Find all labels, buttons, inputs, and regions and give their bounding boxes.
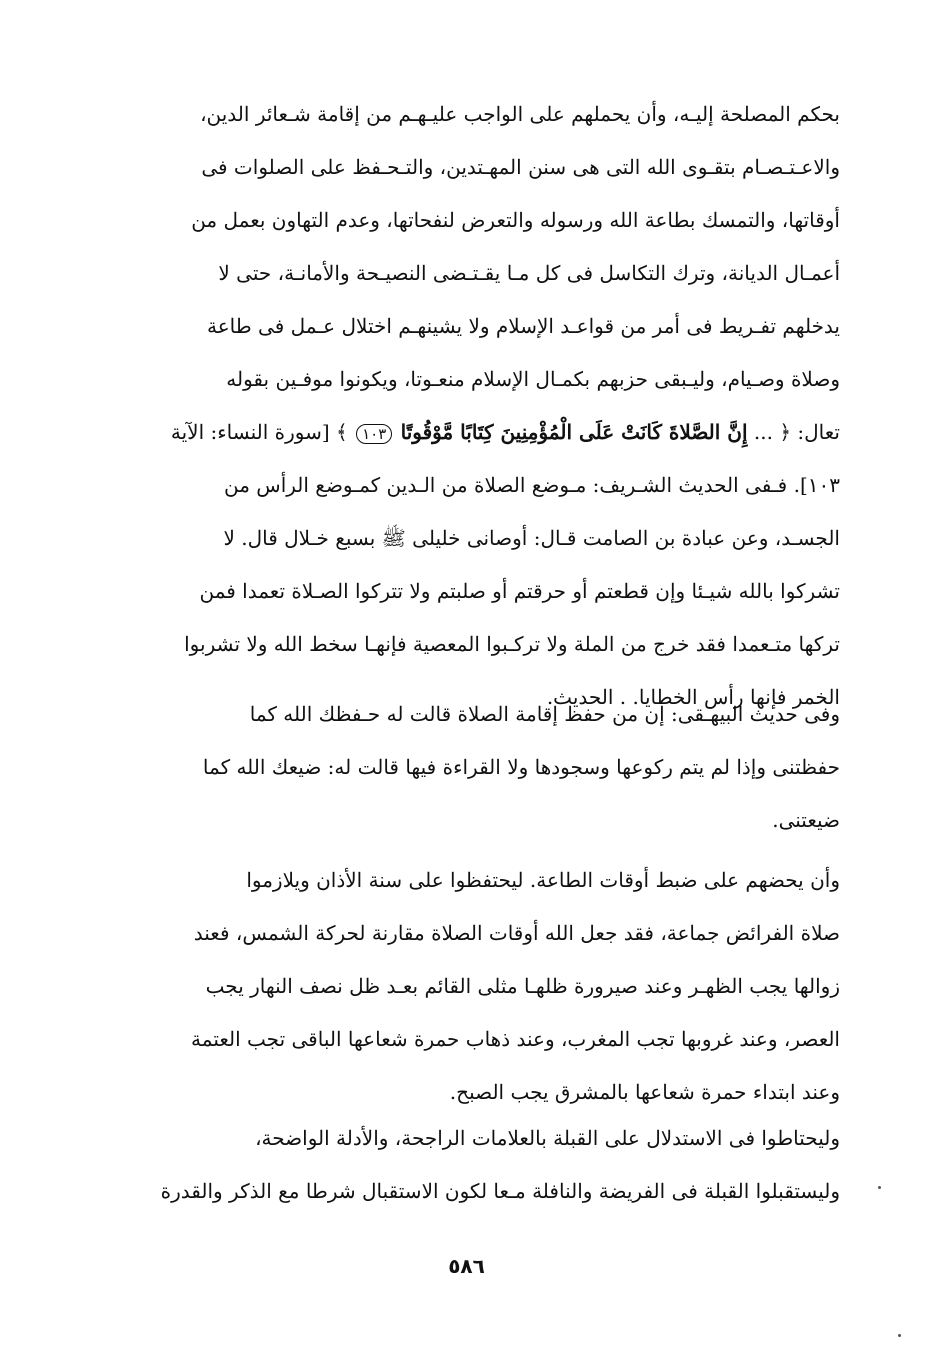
text-line: وأن يحضهم على ضبط أوقات الطاعة. ليحتفظوا على سنة الأذان ويلازموا bbox=[246, 868, 840, 892]
paragraph-4 bbox=[112, 1112, 840, 1218]
text-line: أعمـال الديانة، وترك التكاسل فى كل مـا يقـتـضى النصيـحة والأمانـة، حتى لا bbox=[218, 261, 840, 285]
text-line: الجسـد، وعن عبادة بن الصامت قـال: أوصانى خليلى ﷺ بسبع خـلال قال. لا bbox=[223, 526, 840, 550]
ayah-number-marker: ١٠٣ bbox=[356, 424, 392, 444]
text-line: ضيعتنى. bbox=[772, 808, 840, 832]
text-line: ١٠٣]. فـفى الحديث الشـريف: مـوضع الصلاة من الـدين كمـوضع الرأس من bbox=[223, 473, 840, 497]
paragraph-3 bbox=[112, 854, 840, 1119]
page-number: ٥٨٦ bbox=[448, 1254, 485, 1278]
text-line: وعند ابتداء حمرة شعاعها بالمشرق يجب الصبح. bbox=[449, 1080, 840, 1104]
scan-speck bbox=[898, 1334, 901, 1337]
text-line: وليستقبلوا القبلة فى الفريضة والنافلة مـعا لكون الاستقبال شرطا مع الذكر والقدرة bbox=[160, 1179, 840, 1203]
text-line: تركها متـعمدا فقد خرج من الملة ولا تركـبوا المعصية فإنهـا سخط الله ولا تشربوا bbox=[184, 632, 840, 656]
paragraph-1 bbox=[112, 88, 840, 724]
verse-prefix: تعال: ﴿ ... bbox=[747, 420, 840, 444]
text-line: وفى حديث البيهـقى: إن من حفظ إقامة الصلاة قالت له حـفظك الله كما bbox=[249, 702, 840, 726]
text-line: والاعـتـصـام بتقـوى الله التى هى سنن المهـتدين، والتـحـفظ على الصلوات فى bbox=[201, 155, 840, 179]
text-line: زوالها يجب الظهـر وعند صيرورة ظلهـا مثلى القائم بعـد ظل نصف النهار يجب bbox=[205, 974, 840, 998]
paragraph-2 bbox=[112, 688, 840, 847]
scan-speck bbox=[878, 1186, 881, 1189]
text-line: وصلاة وصـيام، وليـبقى حزبهم بكمـال الإسلام منعـوتا، ويكونوا موفـين بقوله bbox=[226, 367, 840, 391]
text-line: العصر، وعند غروبها تجب المغرب، وعند ذهاب حمرة شعاعها الباقى تجب العتمة bbox=[191, 1027, 840, 1051]
text-line: تشركوا بالله شيـئا وإن قطعتم أو حرقتم أو صلبتم ولا تتركوا الصـلاة تعمدا فمن bbox=[199, 579, 840, 603]
text-line: أوقاتها، والتمسك بطاعة الله ورسوله والتعرض لنفحاتها، وعدم التهاون بعمل من bbox=[191, 208, 840, 232]
text-line: حفظتنى وإذا لم يتم ركوعها وسجودها ولا القراءة فيها قالت له: ضيعك الله كما bbox=[202, 755, 840, 779]
quran-verse-line bbox=[112, 406, 840, 459]
text-line: بحكم المصلحة إليـه، وأن يحملهم على الواجب عليـهـم من إقامة شـعائر الدين، bbox=[200, 102, 840, 126]
text-line: الخمر فإنها رأس الخطايا. . الحديث. bbox=[546, 685, 840, 709]
quran-verse: إِنَّ الصَّلاةَ كَانَتْ عَلَى الْمُؤْمِنِينَ كِتَابًا مَّوْقُوتًا bbox=[400, 420, 748, 444]
text-line: وليحتاطوا فى الاستدلال على القبلة بالعلامات الراجحة، والأدلة الواضحة، bbox=[255, 1126, 840, 1150]
text-line: يدخلهم تفـريط فى أمر من قواعـد الإسلام ولا يشينهـم اختلال عـمل فى طاعة bbox=[207, 314, 840, 338]
text-line: صلاة الفرائض جماعة، فقد جعل الله أوقات الصلاة مقارنة لحركة الشمس، فعند bbox=[193, 921, 840, 945]
verse-suffix: ﴾ [سورة النساء: الآية bbox=[170, 420, 355, 444]
